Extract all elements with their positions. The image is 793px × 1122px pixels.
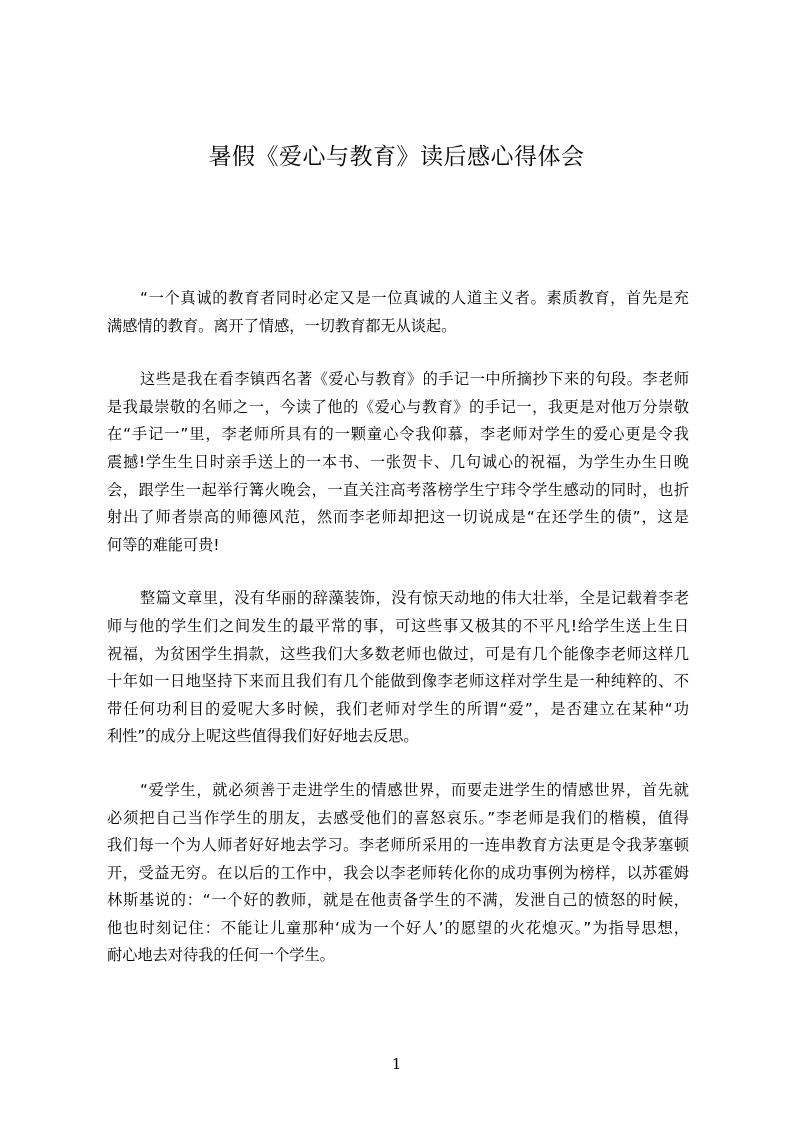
paragraph-line: 开，受益无穷。在以后的工作中，我会以李老师转化你的成功事例为榜样，以苏霍姆 — [107, 863, 689, 882]
paragraph-line: 林斯基说的：“一个好的教师，就是在他责备学生的不满，发泄自己的愤怒的时候， — [107, 891, 689, 910]
paragraph-line: 会，跟学生一起举行篝火晚会，一直关注高考落榜学生宁玮令学生感动的同时，也折 — [107, 480, 689, 499]
paragraph-line: 何等的难能可贵! — [107, 535, 220, 554]
paragraph-2 — [107, 366, 689, 559]
paragraph-line: 在“手记一”里，李老师所具有的一颗童心令我仰慕，李老师对学生的爱心更是令我 — [107, 425, 689, 444]
paragraph-line: 整篇文章里，没有华丽的辞藻装饰，没有惊天动地的伟大壮举，全是记载着李老 — [140, 589, 689, 608]
paragraph-line: 他也时刻记住：不能让儿童那种‘成为一个好人’的愿望的火花熄灭。”为指导思想， — [107, 918, 689, 937]
paragraph-line: 必须把自己当作学生的朋友，去感受他们的喜怒哀乐。”李老师是我们的楷模，值得 — [107, 808, 689, 827]
document-body — [107, 285, 689, 996]
paragraph-line: 震撼!学生生日时亲手送上的一本书、一张贺卡、几句诚心的祝福，为学生办生日晚 — [107, 452, 689, 471]
paragraph-line: 耐心地去对待我的任何一个学生。 — [107, 946, 335, 965]
paragraph-line: 十年如一日地坚持下来而且我们有几个能做到像李老师这样对学生是一种纯粹的、不 — [107, 672, 689, 691]
paragraph-line: 射出了师者崇高的师德风范，然而李老师却把这一切说成是“在还学生的债”，这是 — [107, 508, 689, 527]
paragraph-line: 师与他的学生们之间发生的最平常的事，可这些事又极其的不平凡!给学生送上生日 — [107, 616, 689, 635]
paragraph-4 — [107, 777, 689, 970]
paragraph-line: 祝福，为贫困学生捐款，这些我们大多数老师也做过，可是有几个能像李老师这样几 — [107, 644, 689, 663]
paragraph-line: 带任何功利目的爱呢大多时候，我们老师对学生的所谓“爱”，是否建立在某种“功 — [107, 699, 689, 718]
document-title: 暑假《爱心与教育》读后感心得体会 — [208, 144, 585, 170]
page-number: 1 — [391, 1055, 402, 1073]
paragraph-line: 是我最崇敬的名师之一，今读了他的《爱心与教育》的手记一，我更是对他万分崇敬 — [107, 397, 689, 416]
paragraph-1 — [107, 285, 689, 340]
paragraph-line: 满感情的教育。离开了情感，一切教育都无从谈起。 — [107, 316, 457, 335]
paragraph-3 — [107, 585, 689, 751]
paragraph-line: “爱学生，就必须善于走进学生的情感世界，而要走进学生的情感世界，首先就 — [140, 780, 689, 799]
paragraph-line: “一个真诚的教育者同时必定又是一位真诚的人道主义者。素质教育，首先是充 — [140, 289, 689, 307]
paragraph-line: 利性”的成分上呢这些值得我们好好地去反思。 — [107, 727, 419, 746]
paragraph-line: 这些是我在看李镇西名著《爱心与教育》的手记一中所摘抄下来的句段。李老师 — [140, 370, 689, 389]
paragraph-line: 我们每一个为人师者好好地去学习。李老师所采用的一连串教育方法更是令我茅塞顿 — [107, 836, 689, 855]
